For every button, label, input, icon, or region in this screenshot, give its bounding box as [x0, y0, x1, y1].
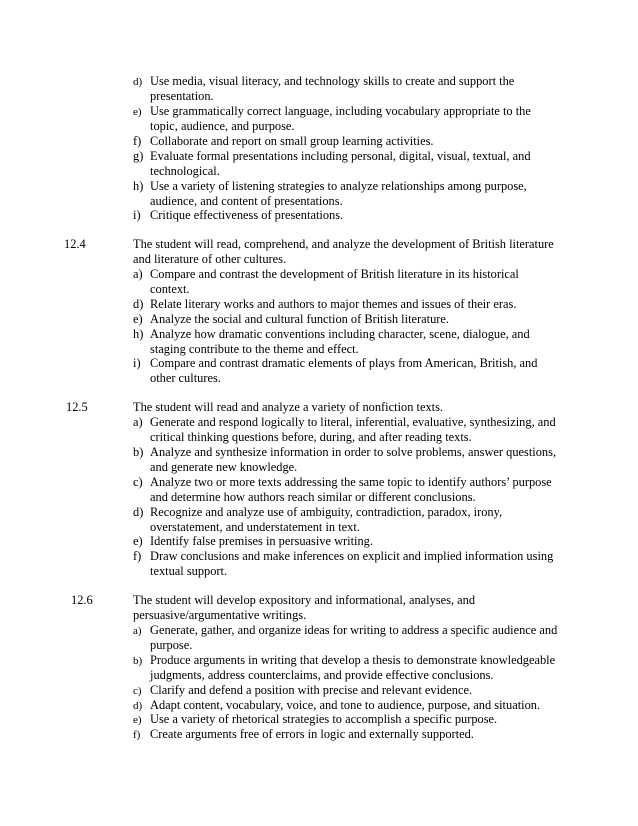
item-text: Use grammatically correct language, including vocabulary appropriate to the: [150, 104, 531, 118]
item-marker: f): [133, 729, 141, 741]
item-text: Evaluate formal presentations including personal, digital, visual, textual, and: [150, 149, 531, 163]
item-marker: e): [133, 312, 143, 326]
item-text: Compare and contrast dramatic elements of plays from American, British, and: [150, 356, 538, 370]
item-marker: i): [133, 208, 141, 222]
item-text: textual support.: [150, 564, 228, 578]
item-marker: c): [133, 475, 143, 489]
item-marker: b): [133, 655, 143, 667]
item-marker: d): [133, 297, 144, 311]
item-text: Generate and respond logically to literal, inferential, evaluative, synthesizing, and: [150, 415, 556, 429]
item-marker: h): [133, 179, 144, 193]
item-text: Produce arguments in writing that develop a thesis to demonstrate knowledgeable: [150, 653, 556, 667]
item-text: topic, audience, and purpose.: [150, 119, 295, 133]
item-text: other cultures.: [150, 371, 221, 385]
item-text: Compare and contrast the development of British literature in its historical: [150, 267, 519, 281]
item-marker: h): [133, 327, 144, 341]
item-text: Analyze the social and cultural function of British literature.: [150, 312, 449, 326]
standard-number: 12.4: [64, 237, 86, 251]
item-marker: a): [133, 625, 142, 637]
item-marker: b): [133, 445, 144, 459]
item-marker: c): [133, 685, 142, 697]
item-text: context.: [150, 282, 190, 296]
item-text: Use a variety of listening strategies to analyze relationships among purpose,: [150, 179, 527, 193]
item-text: Draw conclusions and make inferences on explicit and implied information using: [150, 549, 554, 563]
item-text: Adapt content, vocabulary, voice, and tone to audience, purpose, and situation.: [150, 698, 541, 712]
item-text: presentation.: [150, 89, 214, 103]
standard-statement: The student will develop expository and informational, analyses, and: [133, 593, 476, 607]
item-text: audience, and content of presentations.: [150, 194, 343, 208]
item-marker: d): [133, 505, 144, 519]
item-text: Analyze and synthesize information in order to solve problems, answer questions,: [150, 445, 557, 459]
item-text: Relate literary works and authors to major themes and issues of their eras.: [150, 297, 517, 311]
standard-statement: The student will read and analyze a variety of nonfiction texts.: [133, 400, 444, 414]
item-text: overstatement, and understatement in text.: [150, 520, 360, 534]
standard-number: 12.5: [66, 400, 88, 414]
item-marker: d): [133, 700, 143, 712]
item-marker: e): [133, 534, 143, 548]
item-text: Create arguments free of errors in logic and externally supported.: [150, 727, 474, 741]
item-text: critical thinking questions before, during, and after reading texts.: [150, 430, 472, 444]
item-text: and generate new knowledge.: [150, 460, 298, 474]
item-marker: f): [133, 549, 142, 563]
item-text: technological.: [150, 164, 220, 178]
item-marker: a): [133, 267, 143, 281]
item-text: Clarify and defend a position with precise and relevant evidence.: [150, 683, 473, 697]
item-text: staging contribute to the theme and effect.: [150, 342, 359, 356]
item-text: Analyze two or more texts addressing the same topic to identify authors’ purpose: [150, 475, 552, 489]
item-text: Recognize and analyze use of ambiguity, contradiction, paradox, irony,: [150, 505, 503, 519]
item-text: Analyze how dramatic conventions including character, scene, dialogue, and: [150, 327, 530, 341]
standard-statement: persuasive/argumentative writings.: [133, 608, 307, 622]
item-marker: a): [133, 415, 143, 429]
item-marker: d): [133, 76, 143, 88]
item-text: Collaborate and report on small group learning activities.: [150, 134, 434, 148]
item-text: judgments, address counterclaims, and provide effective conclusions.: [150, 668, 494, 682]
item-text: Generate, gather, and organize ideas for writing to address a specific audience and: [150, 623, 558, 637]
item-text: Use media, visual literacy, and technology skills to create and support the: [150, 74, 515, 88]
item-text: purpose.: [150, 638, 193, 652]
item-marker: g): [133, 149, 144, 163]
item-marker: e): [133, 106, 142, 118]
standard-statement: The student will read, comprehend, and analyze the development of British literature: [133, 237, 554, 251]
standard-statement: and literature of other cultures.: [133, 252, 287, 266]
item-marker: i): [133, 356, 141, 370]
item-marker: e): [133, 714, 142, 726]
item-text: Use a variety of rhetorical strategies to accomplish a specific purpose.: [150, 712, 498, 726]
item-text: Identify false premises in persuasive writing.: [150, 534, 373, 548]
item-text: and determine how authors reach similar or different conclusions.: [150, 490, 476, 504]
item-text: Critique effectiveness of presentations.: [150, 208, 344, 222]
standard-number: 12.6: [71, 593, 93, 607]
item-marker: f): [133, 134, 142, 148]
